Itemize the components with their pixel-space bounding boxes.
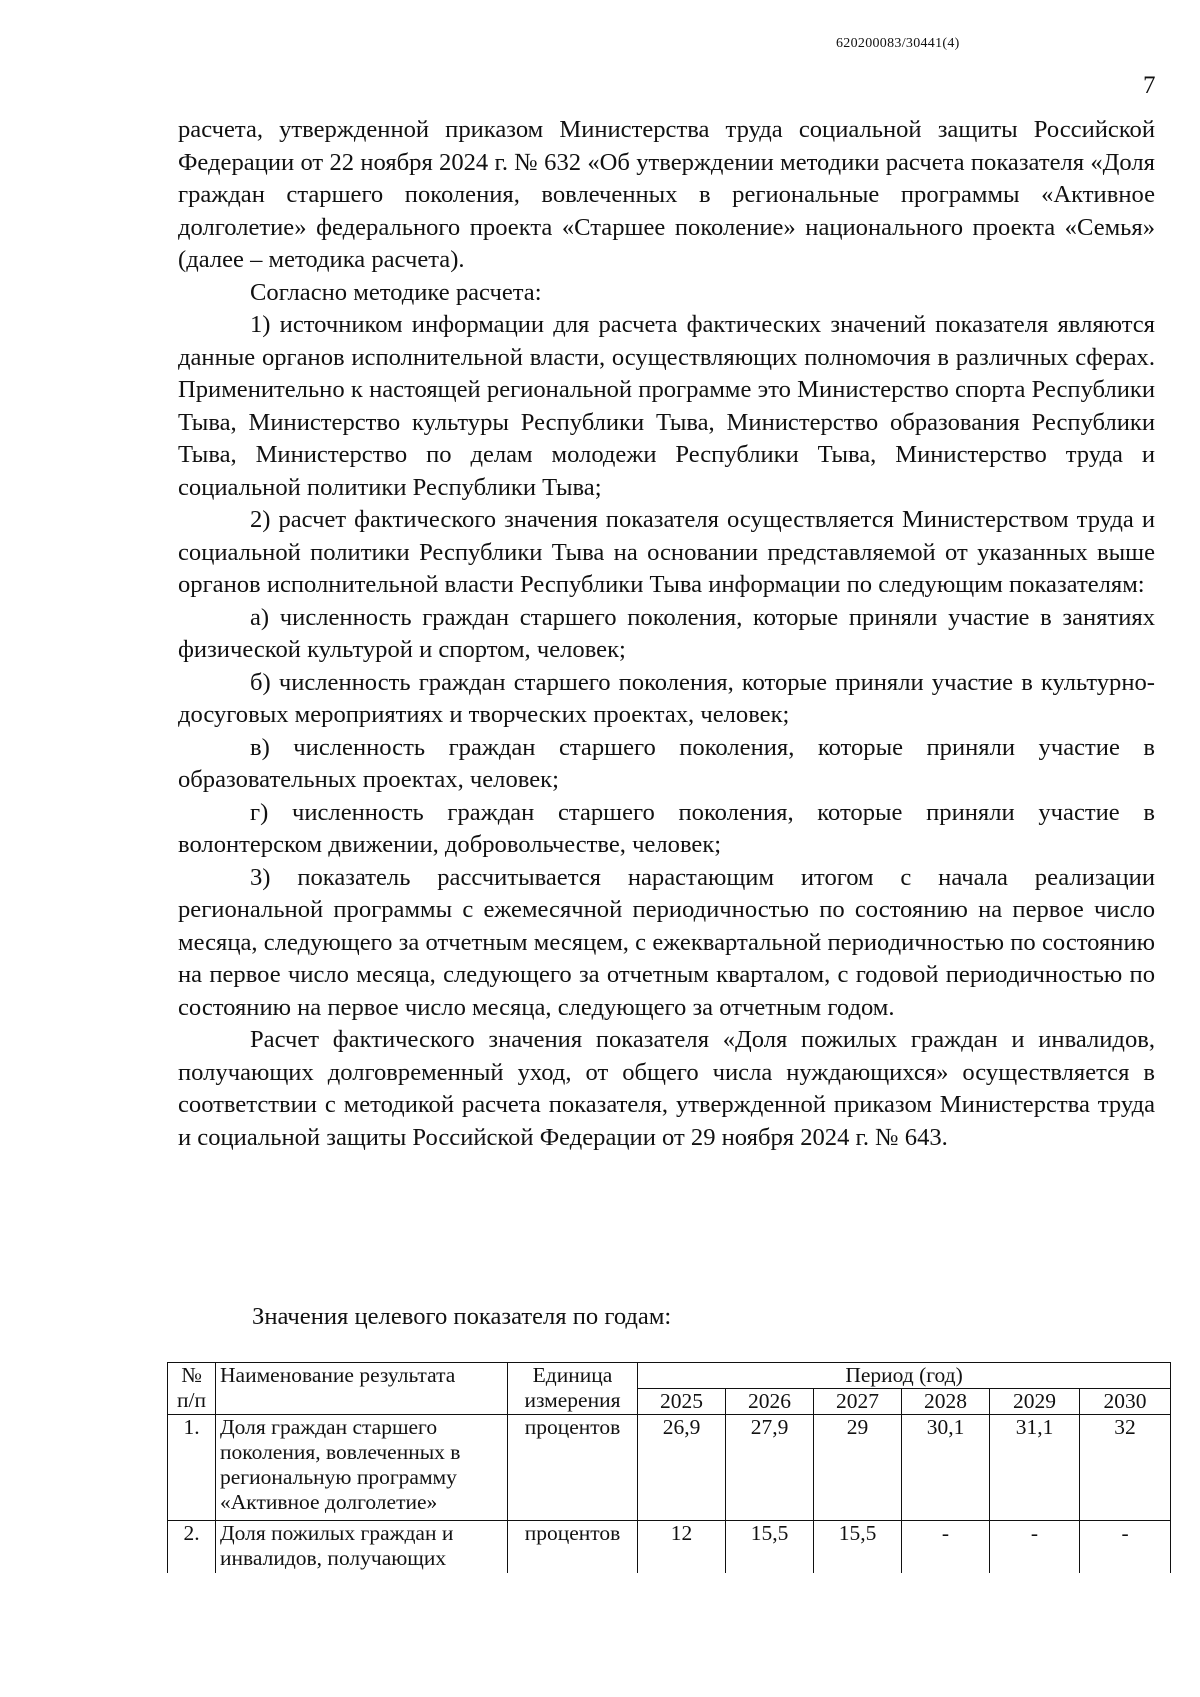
- row-value: 15,5: [814, 1521, 902, 1574]
- table-header-row: [168, 1363, 1171, 1389]
- row-value: 29: [814, 1415, 902, 1521]
- header-year: 2026: [726, 1389, 814, 1415]
- paragraph: а) численность граждан старшего поколения, которые приняли участие в занятиях физической культурой и спортом, человек;: [178, 603, 1155, 663]
- row-num: 2.: [168, 1521, 216, 1574]
- paragraph: в) численность граждан старшего поколения, которые приняли участие в образовательных проектах, человек;: [178, 733, 1155, 793]
- paragraph: расчета, утвержденной приказом Министерства труда социальной защиты Российской Федерации от 22 ноября 2024 г. № 632 «Об утверждении методики расчета показателя «Доля граждан старшего поколения, вовлеченных в региональные программы «Активное долголетие» федерального проекта «Старшее поколение» национального проекта «Семья» (далее – методика расчета).: [178, 116, 1155, 273]
- paragraph: Согласно методике расчета:: [250, 278, 542, 306]
- header-name: Наименование результата: [216, 1363, 508, 1415]
- header-year: 2027: [814, 1389, 902, 1415]
- table-title: Значения целевого показателя по годам:: [252, 1303, 672, 1330]
- header-year: 2025: [638, 1389, 726, 1415]
- header-year: 2028: [902, 1389, 990, 1415]
- row-value: 27,9: [726, 1415, 814, 1521]
- indicator-table: [167, 1362, 1171, 1573]
- paragraph: б) численность граждан старшего поколения, которые приняли участие в культурно-досуговых мероприятиях и творческих проектах, человек;: [178, 668, 1155, 728]
- paragraph: 3) показатель рассчитывается нарастающим итогом с начала реализации региональной программы с ежемесячной периодичностью по состоянию на первое число месяца, следующего за отчетным месяцем, с ежеквартальной периодичностью по состоянию на первое число месяца, следующего за отчетным кварталом, с годовой периодичностью по состоянию на первое число месяца, следующего за отчетным годом.: [178, 863, 1155, 1021]
- row-value: 12: [638, 1521, 726, 1574]
- row-value: 30,1: [902, 1415, 990, 1521]
- row-value: -: [990, 1521, 1080, 1574]
- table-row: [168, 1415, 1171, 1521]
- document-id: 620200083/30441(4): [836, 36, 960, 51]
- header-num: № п/п: [168, 1363, 216, 1415]
- header-year: 2029: [990, 1389, 1080, 1415]
- header-unit: Единица измерения: [508, 1363, 638, 1415]
- row-name: Доля граждан старшего поколения, вовлеченных в региональную программу «Активное долголетие»: [216, 1415, 508, 1521]
- header-year: 2030: [1080, 1389, 1171, 1415]
- paragraph: 2) расчет фактического значения показателя осуществляется Министерством труда и социальной политики Республики Тыва на основании представляемой от указанных выше органов исполнительной власти Республики Тыва информации по следующим показателям:: [178, 506, 1155, 598]
- row-num: 1.: [168, 1415, 216, 1521]
- page-number: 7: [1143, 72, 1156, 99]
- row-value: 26,9: [638, 1415, 726, 1521]
- paragraph: Расчет фактического значения показателя «Доля пожилых граждан и инвалидов, получающих долговременный уход, от общего числа нуждающихся» осуществляется в соответствии с методикой расчета показателя, утвержденной приказом Министерства труда и социальной защиты Российской Федерации от 29 ноября 2024 г. № 643.: [178, 1026, 1155, 1151]
- paragraph: г) численность граждан старшего поколения, которые приняли участие в волонтерском движении, добровольчестве, человек;: [178, 798, 1155, 858]
- table-row: [168, 1521, 1171, 1574]
- row-value: 32: [1080, 1415, 1171, 1521]
- header-period: Период (год): [638, 1363, 1171, 1389]
- row-value: -: [1080, 1521, 1171, 1574]
- row-value: 31,1: [990, 1415, 1080, 1521]
- row-name: Доля пожилых граждан и инвалидов, получающих: [216, 1521, 508, 1574]
- row-value: -: [902, 1521, 990, 1574]
- row-unit: процентов: [508, 1521, 638, 1574]
- body-text: [178, 114, 1155, 1154]
- paragraph: 1) источником информации для расчета фактических значений показателя являются данные органов исполнительной власти, осуществляющих полномочия в различных сферах. Применительно к настоящей региональной программе это Министерство спорта Республики Тыва, Министерство культуры Республики Тыва, Министерство образования Республики Тыва, Министерство по делам молодежи Республики Тыва, Министерство труда и социальной политики Республики Тыва;: [178, 311, 1155, 501]
- row-unit: процентов: [508, 1415, 638, 1521]
- row-value: 15,5: [726, 1521, 814, 1574]
